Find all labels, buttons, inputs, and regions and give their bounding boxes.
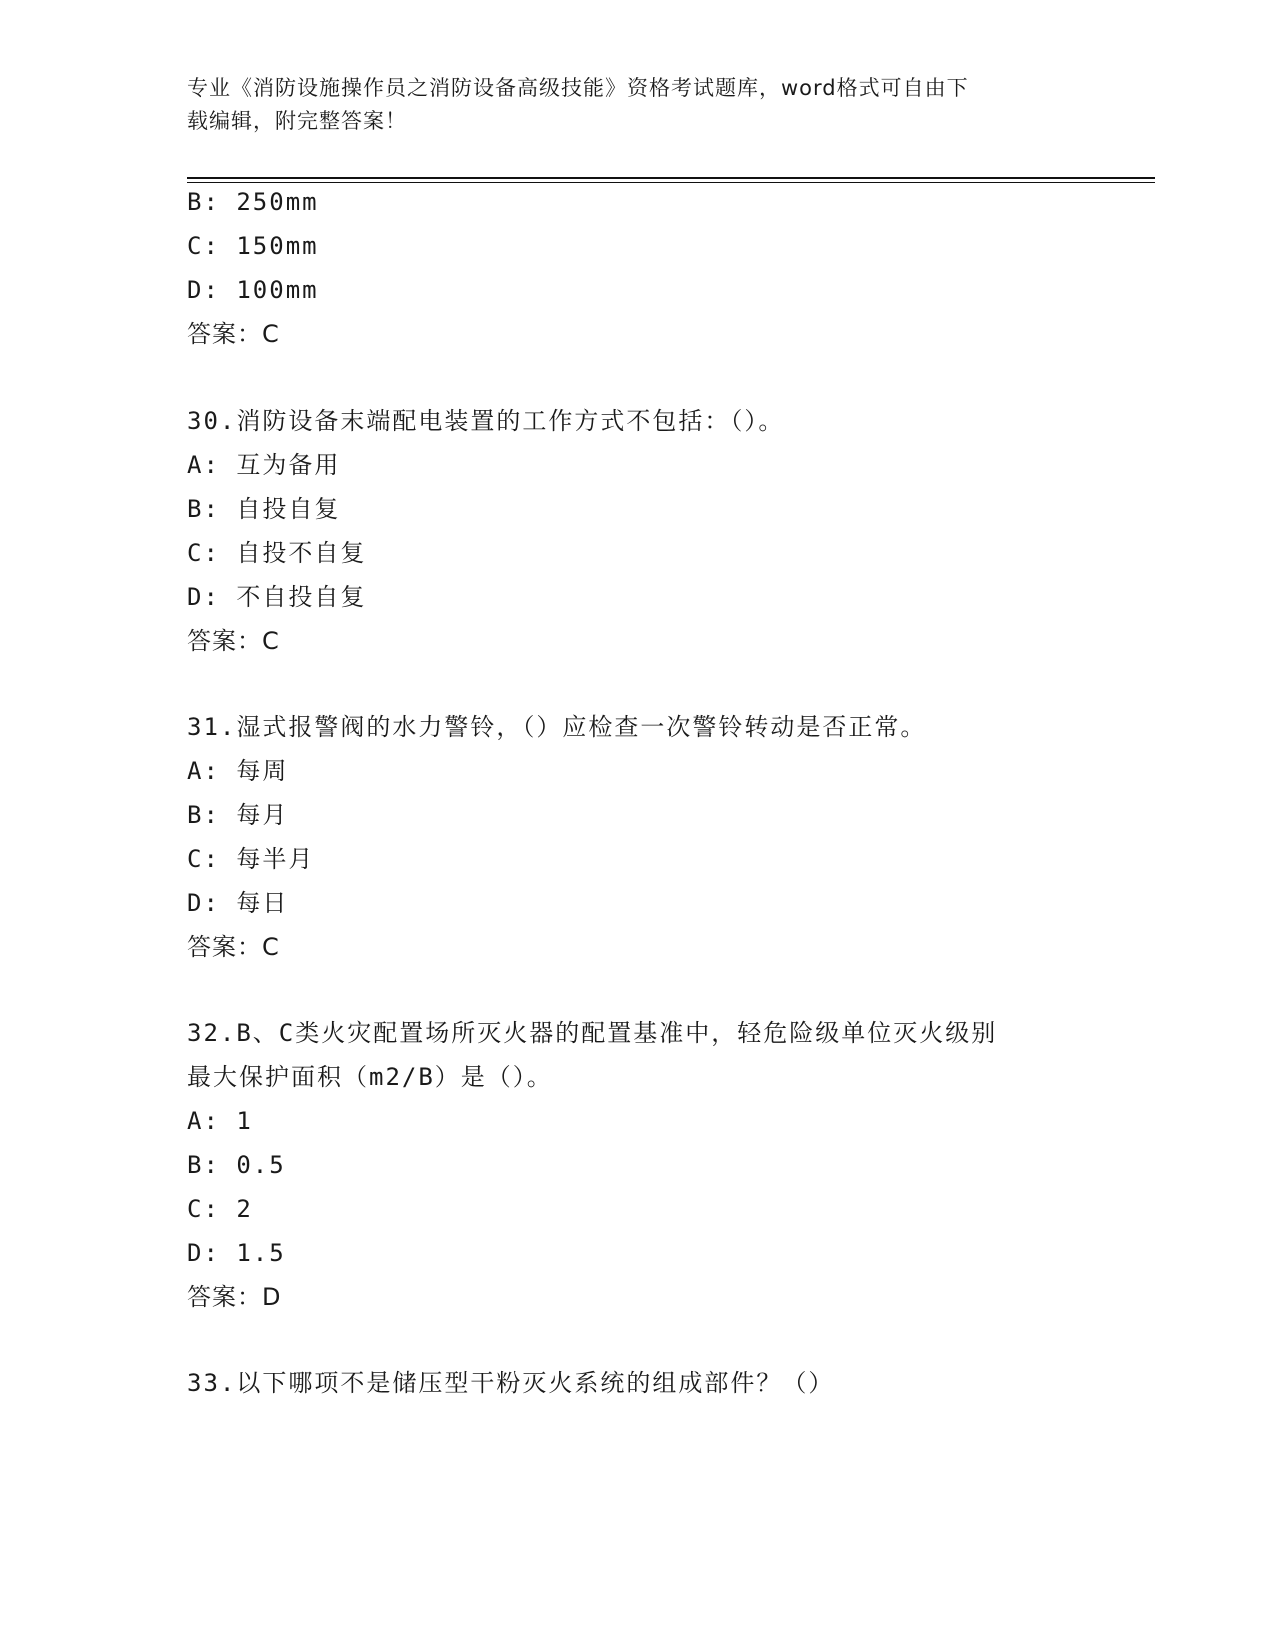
question-stem: 30.消防设备末端配电装置的工作方式不包括：（）。: [187, 407, 785, 435]
question-stem-continued: 最大保护面积（m2/B）是（）。: [187, 1063, 553, 1091]
answer-line: 答案：C: [187, 627, 280, 655]
answer-line: 答案：D: [187, 1283, 282, 1311]
option-c: C: 每半月: [187, 845, 315, 873]
option-b: B: 250mm: [187, 188, 319, 216]
answer-line: 答案：C: [187, 933, 280, 961]
option-d: D: 每日: [187, 889, 289, 917]
header-rule-thick: [187, 177, 1155, 179]
option-b: B: 自投自复: [187, 495, 341, 523]
option-c: C: 150mm: [187, 232, 319, 260]
option-d: D: 1.5: [187, 1239, 286, 1267]
question-stem: 33.以下哪项不是储压型干粉灭火系统的组成部件？（）: [187, 1369, 835, 1397]
header-line-2: 载编辑，附完整答案！: [187, 109, 407, 133]
option-c: C: 2: [187, 1195, 253, 1223]
document-header: [187, 72, 1067, 138]
option-a: A: 互为备用: [187, 451, 341, 479]
header-rule-thin: [187, 182, 1155, 183]
option-a: A: 每周: [187, 757, 289, 785]
option-c: C: 自投不自复: [187, 539, 367, 567]
question-stem: 31.湿式报警阀的水力警铃，（）应检查一次警铃转动是否正常。: [187, 713, 927, 741]
option-b: B: 每月: [187, 801, 289, 829]
option-d: D: 100mm: [187, 276, 319, 304]
option-d: D: 不自投自复: [187, 583, 367, 611]
option-b: B: 0.5: [187, 1151, 286, 1179]
option-a: A: 1: [187, 1107, 253, 1135]
answer-line: 答案：C: [187, 320, 280, 348]
header-line-1: 专业《消防设施操作员之消防设备高级技能》资格考试题库，word格式可自由下: [187, 76, 969, 100]
question-stem: 32.B、C类火灾配置场所灭火器的配置基准中，轻危险级单位灭火级别: [187, 1019, 998, 1047]
